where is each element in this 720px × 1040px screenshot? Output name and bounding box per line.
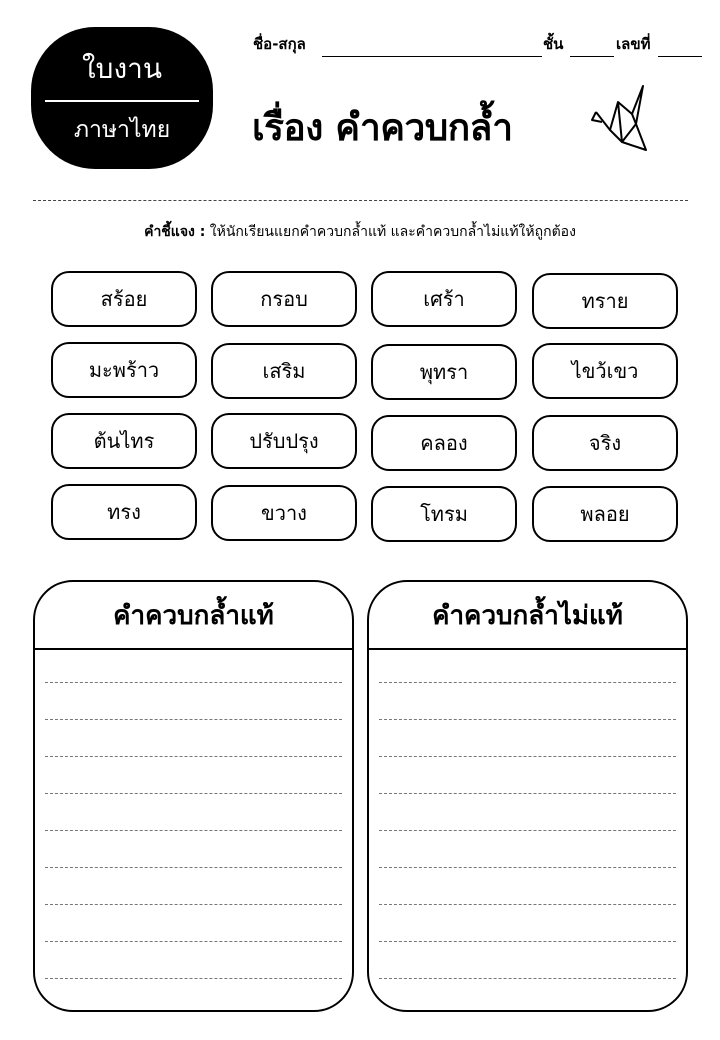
answer-line[interactable] [379, 719, 676, 720]
word-card[interactable]: โทรม [371, 486, 517, 542]
answer-line[interactable] [379, 756, 676, 757]
answer-line[interactable] [45, 904, 342, 905]
word-card[interactable]: พุทรา [371, 344, 517, 400]
word-card[interactable]: ทรง [51, 484, 197, 540]
worksheet-badge [31, 27, 213, 169]
worksheet-title: เรื่อง คำควบกล้ำ [252, 106, 513, 149]
word-card[interactable]: สร้อย [51, 271, 197, 327]
word-card[interactable]: ต้นไทร [51, 413, 197, 469]
badge-divider [45, 100, 199, 102]
answer-line[interactable] [45, 756, 342, 757]
true-cluster-panel [33, 580, 354, 1012]
word-card[interactable]: ไขว้เขว [532, 343, 678, 399]
name-label: ชื่อ-สกุล [253, 35, 306, 53]
word-card[interactable]: ขวาง [211, 485, 357, 541]
answer-line[interactable] [45, 941, 342, 942]
instruction [0, 221, 720, 243]
answer-line[interactable] [379, 867, 676, 868]
true-cluster-heading: คำควบกล้ำแท้ [35, 582, 352, 650]
answer-line[interactable] [379, 978, 676, 979]
answer-line[interactable] [379, 830, 676, 831]
answer-line[interactable] [379, 682, 676, 683]
answer-line[interactable] [45, 867, 342, 868]
class-field[interactable] [570, 56, 614, 57]
word-card[interactable]: ทราย [532, 273, 678, 329]
word-card[interactable]: จริง [532, 415, 678, 471]
word-card[interactable]: เศร้า [371, 271, 517, 327]
answer-line[interactable] [45, 793, 342, 794]
answer-line[interactable] [379, 904, 676, 905]
instruction-label: คำชี้แจง : [144, 224, 206, 240]
name-field[interactable] [322, 56, 542, 57]
instruction-text: ให้นักเรียนแยกคำควบกล้ำแท้ และคำควบกล้ำไม่แท้ให้ถูกต้อง [209, 224, 576, 240]
number-label: เลขที่ [616, 35, 651, 53]
answer-line[interactable] [379, 793, 676, 794]
answer-line[interactable] [45, 978, 342, 979]
answer-line[interactable] [45, 830, 342, 831]
header-divider [33, 200, 688, 201]
paper-crane-icon [588, 84, 658, 156]
word-card[interactable]: เสริม [211, 343, 357, 399]
answer-line[interactable] [379, 941, 676, 942]
word-card[interactable]: ปรับปรุง [211, 413, 357, 469]
word-card[interactable]: พลอย [532, 486, 678, 542]
class-label: ชั้น [543, 35, 564, 53]
answer-line[interactable] [45, 719, 342, 720]
badge-subtitle: ภาษาไทย [73, 117, 171, 143]
number-field[interactable] [658, 56, 702, 57]
word-card[interactable]: กรอบ [211, 271, 357, 327]
false-cluster-heading: คำควบกล้ำไม่แท้ [369, 582, 686, 650]
word-card[interactable]: มะพร้าว [51, 342, 197, 398]
word-card[interactable]: คลอง [371, 415, 517, 471]
answer-line[interactable] [45, 682, 342, 683]
false-cluster-panel [367, 580, 688, 1012]
badge-title: ใบงาน [82, 52, 162, 85]
